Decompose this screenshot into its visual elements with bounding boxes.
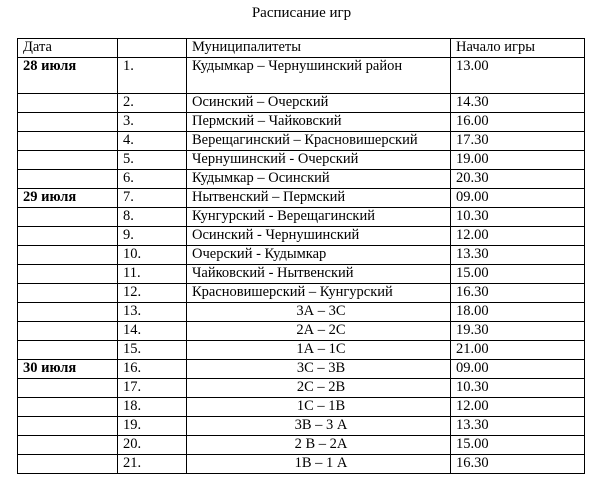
start-time: 18.00 bbox=[451, 303, 585, 322]
start-time: 10.30 bbox=[451, 208, 585, 227]
start-time: 17.30 bbox=[451, 132, 585, 151]
table-row bbox=[18, 113, 585, 132]
table-row bbox=[18, 246, 585, 265]
schedule-table bbox=[17, 38, 585, 474]
header-start-time: Начало игры bbox=[451, 39, 585, 58]
date-cell: 28 июля bbox=[18, 58, 118, 94]
start-time: 21.00 bbox=[451, 341, 585, 360]
match-teams: Кудымкар – Чернушинский район bbox=[187, 58, 451, 94]
match-teams: Красновишерский – Кунгурский bbox=[187, 284, 451, 303]
match-number: 7. bbox=[118, 189, 187, 208]
match-teams: 2А – 2С bbox=[187, 322, 451, 341]
match-teams: Осинский - Чернушинский bbox=[187, 227, 451, 246]
start-time: 15.00 bbox=[451, 265, 585, 284]
match-number: 14. bbox=[118, 322, 187, 341]
start-time: 12.00 bbox=[451, 227, 585, 246]
match-number: 8. bbox=[118, 208, 187, 227]
table-row bbox=[18, 303, 585, 322]
header-number bbox=[118, 39, 187, 58]
table-row bbox=[18, 398, 585, 417]
date-cell bbox=[18, 417, 118, 436]
table-row bbox=[18, 360, 585, 379]
match-teams: Нытвенский – Пермский bbox=[187, 189, 451, 208]
date-cell bbox=[18, 113, 118, 132]
match-number: 18. bbox=[118, 398, 187, 417]
date-cell bbox=[18, 94, 118, 113]
match-number: 19. bbox=[118, 417, 187, 436]
start-time: 09.00 bbox=[451, 189, 585, 208]
start-time: 20.30 bbox=[451, 170, 585, 189]
date-cell: 30 июля bbox=[18, 360, 118, 379]
match-teams: 1А – 1С bbox=[187, 341, 451, 360]
date-cell bbox=[18, 265, 118, 284]
date-cell bbox=[18, 379, 118, 398]
match-number: 3. bbox=[118, 113, 187, 132]
start-time: 13.30 bbox=[451, 246, 585, 265]
match-number: 15. bbox=[118, 341, 187, 360]
match-number: 20. bbox=[118, 436, 187, 455]
date-cell bbox=[18, 322, 118, 341]
page-title: Расписание игр bbox=[251, 5, 352, 21]
table-row bbox=[18, 417, 585, 436]
date-cell bbox=[18, 227, 118, 246]
date-cell bbox=[18, 284, 118, 303]
table-row bbox=[18, 227, 585, 246]
date-cell bbox=[18, 398, 118, 417]
start-time: 16.30 bbox=[451, 284, 585, 303]
table-row bbox=[18, 284, 585, 303]
start-time: 13.30 bbox=[451, 417, 585, 436]
date-cell bbox=[18, 151, 118, 170]
match-number: 13. bbox=[118, 303, 187, 322]
date-cell bbox=[18, 341, 118, 360]
table-row bbox=[18, 322, 585, 341]
date-cell bbox=[18, 170, 118, 189]
match-number: 2. bbox=[118, 94, 187, 113]
match-number: 10. bbox=[118, 246, 187, 265]
match-number: 5. bbox=[118, 151, 187, 170]
start-time: 14.30 bbox=[451, 94, 585, 113]
match-teams: Осинский – Очерский bbox=[187, 94, 451, 113]
table-row bbox=[18, 436, 585, 455]
start-time: 19.00 bbox=[451, 151, 585, 170]
start-time: 15.00 bbox=[451, 436, 585, 455]
date-cell bbox=[18, 455, 118, 474]
match-teams: Пермский – Чайковский bbox=[187, 113, 451, 132]
match-teams: Очерский - Кудымкар bbox=[187, 246, 451, 265]
match-teams: 3А – 3С bbox=[187, 303, 451, 322]
match-teams: Чайковский - Нытвенский bbox=[187, 265, 451, 284]
match-teams: Кунгурский - Верещагинский bbox=[187, 208, 451, 227]
header-date: Дата bbox=[18, 39, 118, 58]
start-time: 16.00 bbox=[451, 113, 585, 132]
match-number: 17. bbox=[118, 379, 187, 398]
match-teams: 2С – 2В bbox=[187, 379, 451, 398]
start-time: 13.00 bbox=[451, 58, 585, 94]
match-teams: Кудымкар – Осинский bbox=[187, 170, 451, 189]
match-number: 12. bbox=[118, 284, 187, 303]
match-teams: 1В – 1 А bbox=[187, 455, 451, 474]
match-number: 9. bbox=[118, 227, 187, 246]
match-number: 16. bbox=[118, 360, 187, 379]
table-row bbox=[18, 170, 585, 189]
header-row bbox=[18, 39, 585, 58]
match-teams: 3С – 3В bbox=[187, 360, 451, 379]
table-row bbox=[18, 455, 585, 474]
date-cell bbox=[18, 132, 118, 151]
table-row bbox=[18, 208, 585, 227]
match-number: 6. bbox=[118, 170, 187, 189]
match-teams: 3В – 3 А bbox=[187, 417, 451, 436]
date-cell bbox=[18, 208, 118, 227]
start-time: 10.30 bbox=[451, 379, 585, 398]
start-time: 19.30 bbox=[451, 322, 585, 341]
match-number: 1. bbox=[118, 58, 187, 94]
match-teams: Верещагинский – Красновишерский bbox=[187, 132, 451, 151]
date-cell bbox=[18, 436, 118, 455]
date-cell bbox=[18, 246, 118, 265]
match-number: 21. bbox=[118, 455, 187, 474]
table-row bbox=[18, 151, 585, 170]
table-row bbox=[18, 341, 585, 360]
table-row bbox=[18, 94, 585, 113]
header-municipalities: Муниципалитеты bbox=[187, 39, 451, 58]
match-number: 11. bbox=[118, 265, 187, 284]
date-cell: 29 июля bbox=[18, 189, 118, 208]
table-row bbox=[18, 189, 585, 208]
match-teams: 2 В – 2А bbox=[187, 436, 451, 455]
start-time: 12.00 bbox=[451, 398, 585, 417]
start-time: 09.00 bbox=[451, 360, 585, 379]
table-row bbox=[18, 132, 585, 151]
start-time: 16.30 bbox=[451, 455, 585, 474]
match-number: 4. bbox=[118, 132, 187, 151]
match-teams: Чернушинский - Очерский bbox=[187, 151, 451, 170]
table-row bbox=[18, 58, 585, 94]
match-teams: 1С – 1В bbox=[187, 398, 451, 417]
table-row bbox=[18, 265, 585, 284]
date-cell bbox=[18, 303, 118, 322]
table-row bbox=[18, 379, 585, 398]
